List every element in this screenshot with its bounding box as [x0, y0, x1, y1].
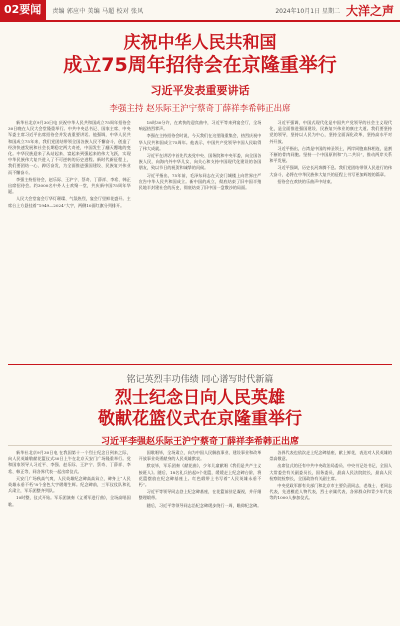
story2-paragraph: 天安门广场秋高气爽，人民英雄纪念碑高高耸立，碑身上“人民英雄永垂不朽”8个金色大字熠熠生辉。纪念碑前，三军仪仗队和礼兵肃立，军乐团整齐列队。: [8, 475, 131, 494]
story2-paragraph: 10时整，仪式开始。军乐团演奏《义勇军进行曲》，全场高唱国歌。: [8, 495, 131, 507]
story2-paragraph: 习近平等领导同志登上纪念碑基座，在花篮前驻足凝视，并仔细整理缎带。: [138, 489, 262, 501]
story2-column-2: [139, 450, 262, 620]
story1-paragraph: 李强主持招待会，赵乐际、王沪宁、蔡奇、丁薛祥、李希、韩正出席招待会。约3000名中外人士欢聚一堂，共庆新中国75周年华诞。: [8, 176, 131, 195]
newspaper-logo: 大洋之声: [345, 3, 394, 18]
page-number: 02要闻: [0, 0, 46, 20]
story2-paragraph: 国歌唱毕，全场肃立，向为中国人民解放事业、建设事业和改革开放事业英勇献身的人民英雄默哀。: [138, 450, 262, 462]
story2-kicker: 铭记英烈丰功伟绩 同心谱写时代新篇: [126, 375, 274, 385]
editor-credits: 责编 郭应中 美编 马超 校对 张风: [52, 7, 144, 15]
story2-column-3: [269, 450, 392, 620]
story2-column-1: [8, 450, 131, 620]
story1-column-2: [139, 120, 262, 358]
story2-paragraph: 随后，习近平等领导同志沿纪念碑缓步绕行一周，瞻仰纪念碑。: [146, 502, 262, 508]
story2-rule: [8, 445, 392, 446]
story1-headline-line2: 成立75周年招待会在京隆重举行: [63, 54, 337, 77]
story1-paragraph: 习近平强调，中国式现代化是中国共产党领导的社会主义现代化，是全面推进强国建设、民族复兴伟业的康庄大道。我们要坚持党的领导，坚持以人民为中心，坚持全面深化改革，坚持高水平对外开放。: [269, 120, 393, 144]
story1-body: [8, 120, 392, 358]
story2-paragraph: 各界代表也依次走上纪念碑基座，献上鲜花，表达对人民英雄的崇高敬意。: [269, 450, 393, 462]
story1-paragraph: 李强在主持招待会时说，今天我们在这里隆重集会，热烈庆祝中华人民共和国成立75周年。他表示，中国共产党领导中国人民取得了伟大成就。: [138, 133, 262, 151]
section-divider: [8, 364, 392, 365]
story1-column-1: [8, 120, 131, 358]
story2-paragraph: 中央党政军群有关部门和北京市主要负责同志，老战士、老同志代表，先进模范人物代表，烈士亲属代表，各界群众和青少年代表等约1000人参加仪式。: [269, 483, 393, 501]
story1-attendees: 李强主持 赵乐际王沪宁蔡奇丁薛祥李希韩正出席: [109, 104, 291, 115]
story1-paragraph: 习近平指出，台湾是中国的神圣领土，两岸同胞血脉相连，是割不断的骨肉同胞。坚持一个中国原则和“九二共识”，推动两岸关系和平发展。: [269, 145, 393, 164]
story1-headline-line1: 庆祝中华人民共和国: [123, 33, 277, 53]
story1-paragraph: 18时30分许，在欢快的迎宾曲中，习近平等来到宴会厅，全场响起热烈掌声。: [138, 120, 262, 132]
story2-attendees: 习近平李强赵乐际王沪宁蔡奇丁薛祥李希韩正出席: [100, 437, 299, 448]
story1-paragraph: 习近平在讲话中首先代表党中央、国务院和中央军委，向全国各族人民，向海内外中华儿女，向关心和支持中国现代化建设的各国朋友，致以节日的祝贺和诚挚的问候。: [138, 153, 262, 171]
story1-paragraph: 新华社北京9月30日电 庆祝中华人民共和国成立75周年招待会30日晚在人民大会堂隆重举行。中共中央总书记、国家主席、中央军委主席习近平出席招待会并发表重要讲话。他强调，中华人民共和国成立75年来，我们党团结带领全国各族人民不懈奋斗，创造了经济快速发展和社会长期稳定两大奇迹，中国发生了翻天覆地的变化。中华民族迎来了从站起来、富起来到强起来的伟大飞跃，实现中华民族伟大复兴进入了不可逆转的历史进程。新时代新征程上，我们要团结一心、踔厉奋发，为全面推进强国建设、民族复兴伟业而不懈奋斗。: [8, 120, 131, 175]
story1-subheadline: 习近平发表重要讲话: [150, 84, 250, 98]
story1-paragraph: 习近平强调，历史长河奔腾不息。我们党团结带领人民进行的伟大奋斗，必将在中华民族伟大复兴的征程上书写更加辉煌的篇章。: [269, 165, 393, 177]
story2-paragraph: 出席仪式的还有中共中央政治局委员、中央书记处书记，全国人大常委会有关副委员长，国务委员，最高人民法院院长，最高人民检察院检察长，全国政协有关副主席。: [269, 463, 393, 481]
story1-column-3: [269, 120, 392, 358]
story1-header: [0, 34, 400, 114]
masthead: [0, 0, 400, 22]
story2-header: [0, 372, 400, 447]
story2-paragraph: 新华社北京9月30日电 在我国第十一个烈士纪念日到来之际，向人民英雄敬献花篮仪式30日上午在北京天安门广场隆重举行。党和国家领导人习近平、李强、赵乐际、王沪宁、蔡奇、丁薛祥、李希、韩正等，同各界代表一起出席仪式。: [8, 450, 131, 474]
story1-paragraph: 招待会在欢快的乐曲声中结束。: [277, 178, 335, 184]
story1-paragraph: 习近平指出，75年前，毛泽东同志在天安门城楼上向世界庄严宣告中华人民共和国成立。新中国的成立，彻底结束了旧中国半殖民地半封建社会的历史，彻底结束了旧中国一盘散沙的局面。: [138, 172, 262, 191]
story2-headline-line2: 敬献花篮仪式在京隆重举行: [98, 409, 302, 430]
story2-headline-line1: 烈士纪念日向人民英雄: [115, 388, 285, 408]
story1-paragraph: 人民大会堂宴会厅华灯璀璨、气氛热烈，宴会厅里鲜花盛开。主席台上方悬挂着“1949—2024”大字，两侧10面红旗分列排开。: [8, 196, 131, 208]
story2-body: [8, 450, 392, 620]
story2-paragraph: 默哀毕，军乐团奏《献花曲》，少年儿童献唱《我们是共产主义接班人》。随后，18名礼兵抬起9个花篮，缓缓走上纪念碑台阶，将花篮摆放在纪念碑基座上。红色缎带上书写着“人民英雄永垂不朽”。: [138, 463, 262, 488]
issue-date: 2024年10月1日 星期二: [275, 7, 340, 15]
